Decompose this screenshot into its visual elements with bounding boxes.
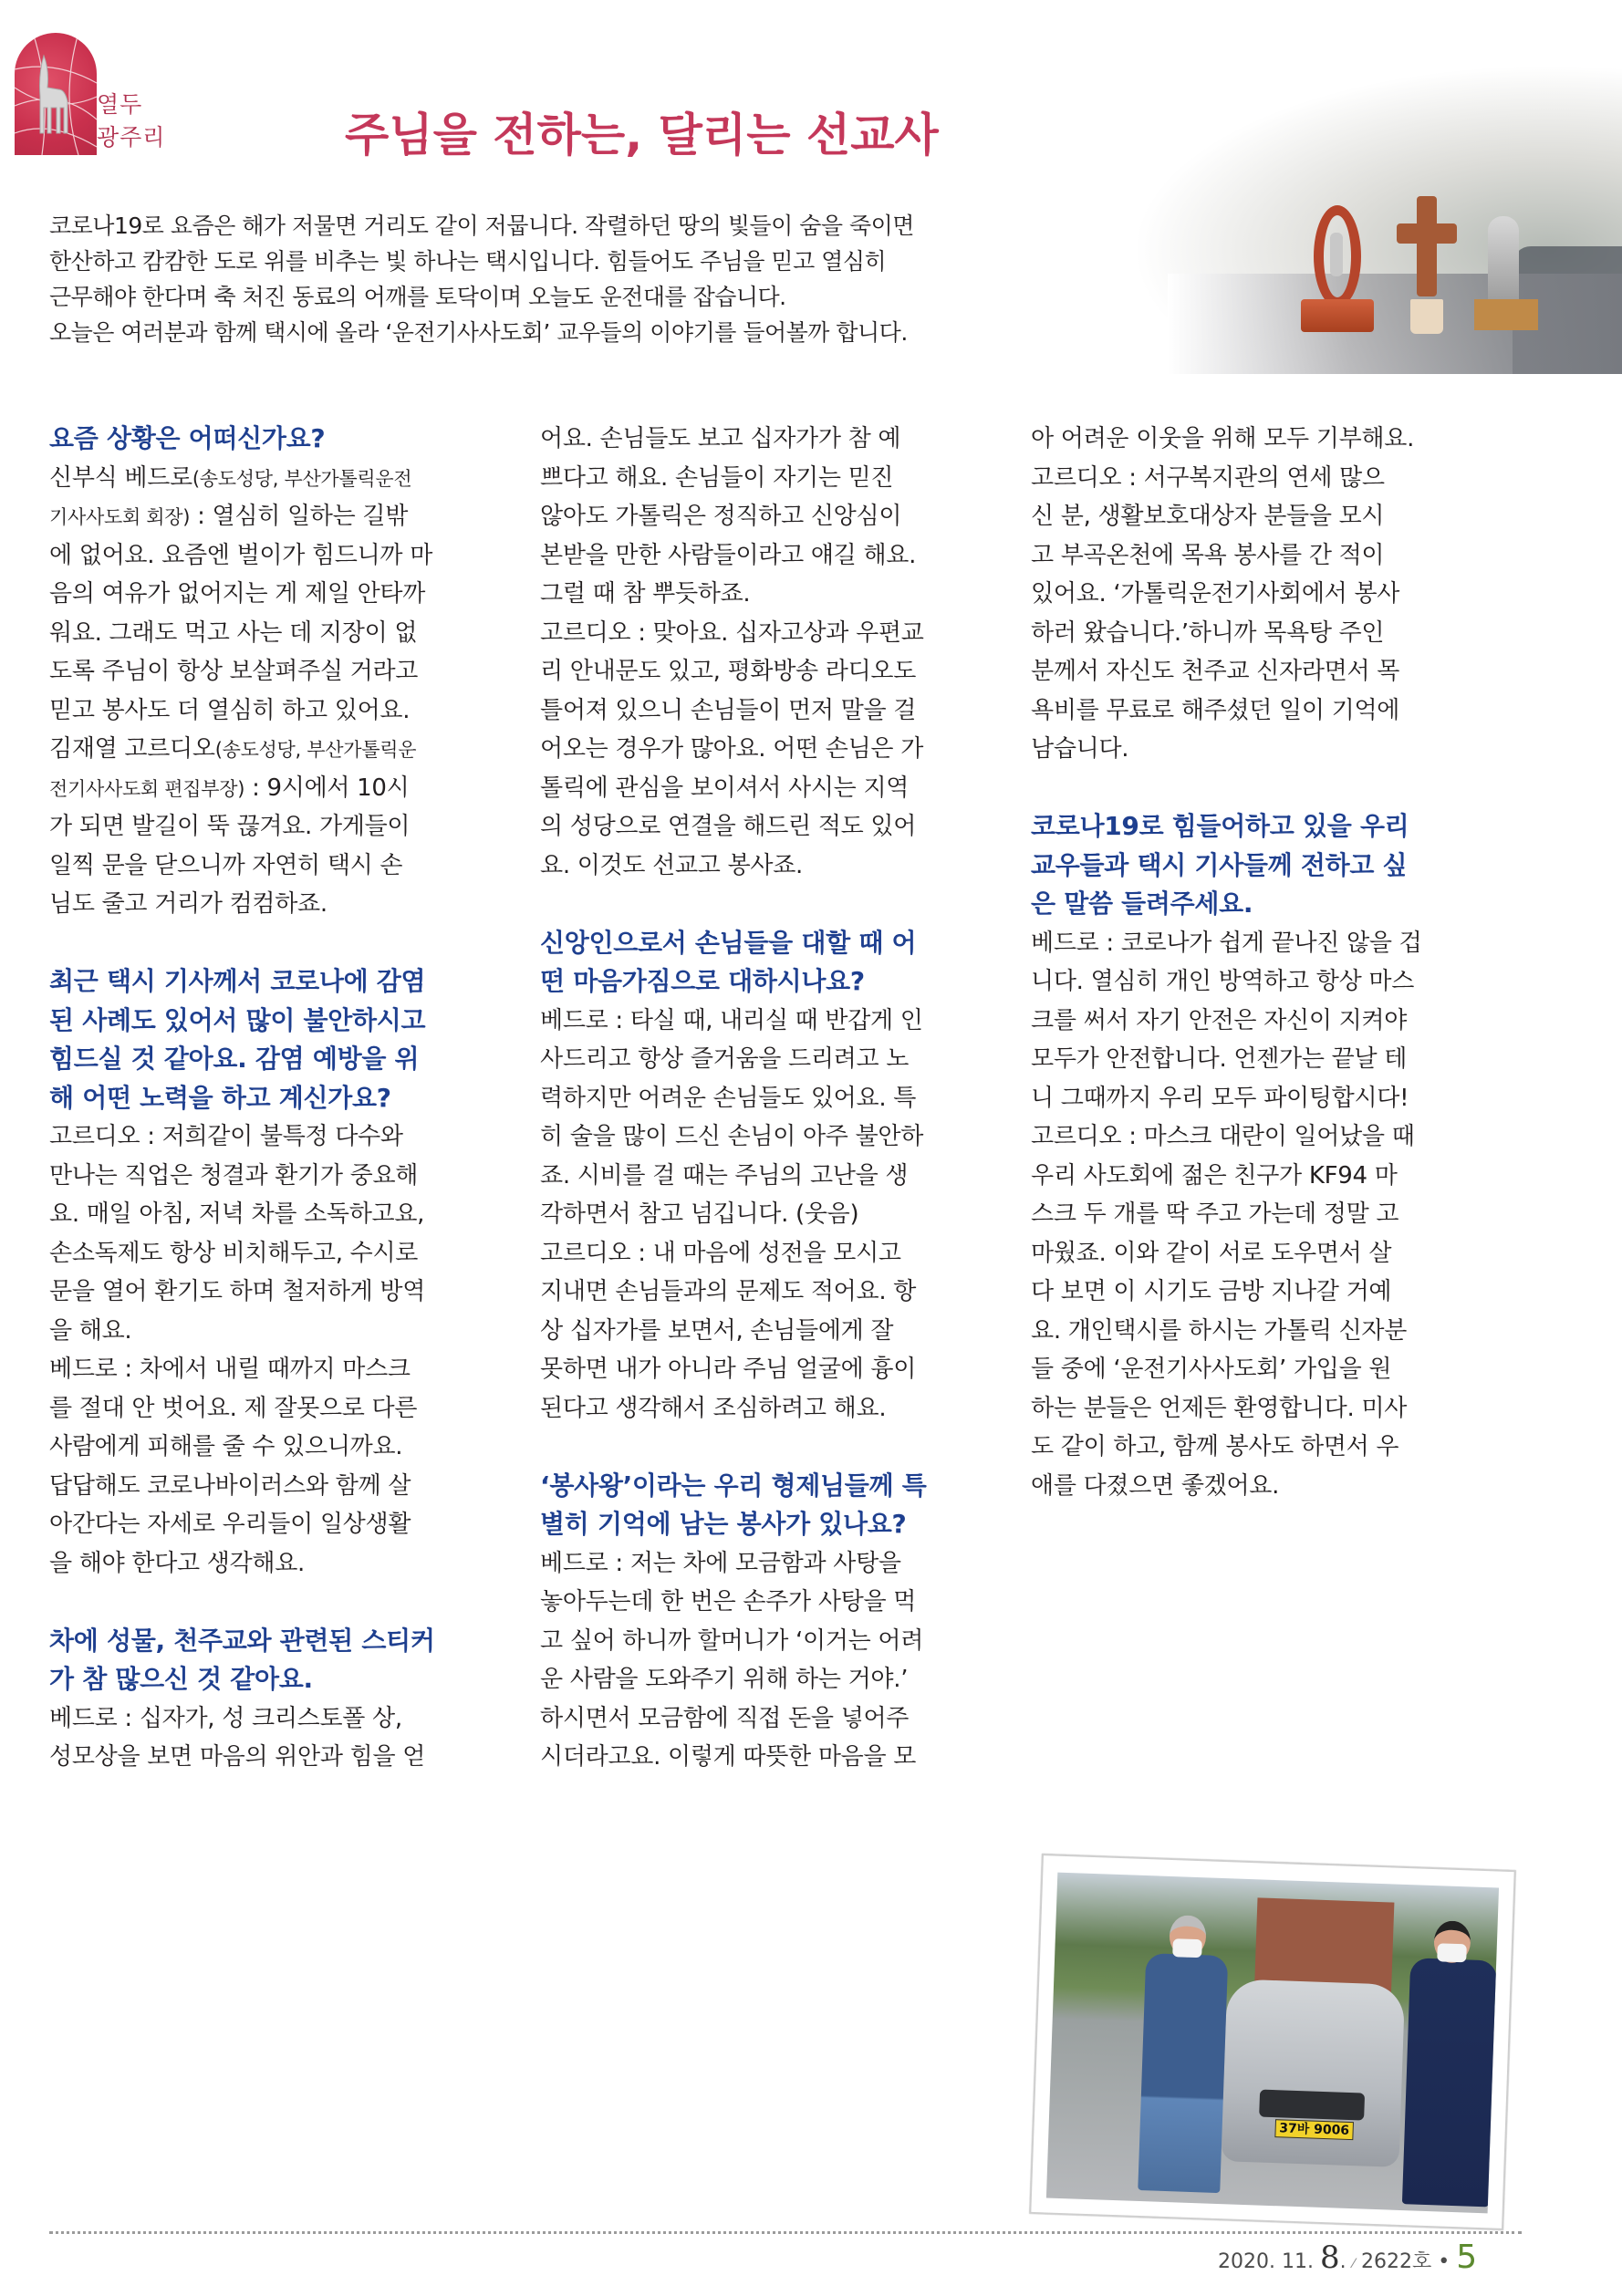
answer-line: 요. 이것도 선교고 봉사죠. <box>540 851 803 879</box>
answer-line: 사람에게 피해를 줄 수 있으니까요. <box>49 1433 403 1460</box>
license-plate: 37바 9006 <box>1274 2119 1354 2140</box>
cross-icon <box>1417 196 1437 296</box>
question-heading: 별히 기억에 남는 봉사가 있나요? <box>540 1509 907 1539</box>
footer-divider <box>49 2231 1522 2234</box>
hero-photo-dashboard-figurines <box>1131 64 1622 374</box>
answer-line <box>49 730 502 769</box>
answer-line: 들 중에 ‘운전기사사도회’ 가입을 원 <box>1031 1356 1392 1383</box>
speaker-name: 고르디오 <box>540 1239 631 1267</box>
face-mask <box>1437 1943 1467 1962</box>
question-heading: 요즘 상황은 어떠신가요? <box>49 423 326 453</box>
saint-statue <box>1330 233 1343 276</box>
answer-line: 베드로 : 저는 차에 모금함과 사탕을 <box>540 1549 901 1577</box>
speaker-name: 베드로 <box>49 1704 118 1732</box>
answer-line: 어요. 손님들도 보고 십자가가 참 예 <box>540 425 901 452</box>
answer-line: 고르디오 : 서구복지관의 연세 많으 <box>1031 463 1385 492</box>
answer-line: 하는 분들은 언제든 환영합니다. 미사 <box>1031 1394 1408 1422</box>
article-column-1 <box>49 420 502 1777</box>
answer-line: 베드로 : 차에서 내릴 때까지 마스크 <box>49 1356 411 1383</box>
answer-line: 틀어져 있으니 손님들이 먼저 말을 걸 <box>540 696 917 724</box>
answer-line: 답답해도 코로나바이러스와 함께 살 <box>49 1471 411 1500</box>
answer-line: 톨릭에 관심을 보이셔서 사시는 지역 <box>540 774 910 802</box>
answer-line: 크를 써서 자기 안전은 자신이 지켜야 <box>1031 1006 1408 1034</box>
answer-line: 를 절대 안 벗어요. 제 잘못으로 다른 <box>49 1394 418 1422</box>
answer-line: 요. 개인택시를 하시는 가톨릭 신자분 <box>1031 1316 1408 1345</box>
question-heading: 교우들과 택시 기사들께 전하고 싶 <box>1031 849 1408 880</box>
answer-line: 운 사람을 도와주기 위해 하는 거야.’ <box>540 1666 909 1693</box>
answer-line: 도록 주님이 항상 보살펴주실 거라고 <box>49 658 419 685</box>
answer-line: 성모상을 보면 마음의 위안과 힘을 얻 <box>49 1743 426 1771</box>
answer-line: 어오는 경우가 많아요. 어떤 손님은 가 <box>540 735 924 763</box>
photo-taxi-drivers <box>1029 1854 1515 2230</box>
answer-line: 문을 열어 환기도 하며 철저하게 방역 <box>49 1278 426 1305</box>
question-heading: 힘드실 것 같아요. 감염 예방을 위 <box>49 1044 420 1074</box>
answer-line: 니다. 열심히 개인 방역하고 항상 마스 <box>1031 968 1415 995</box>
speaker-affiliation: (송도성당, 부산가톨릭운전 <box>192 467 412 490</box>
answer-line: 애를 다졌으면 좋겠어요. <box>1031 1471 1280 1500</box>
bullet-icon: • <box>1438 2250 1450 2273</box>
answer-line: 마웠죠. 이와 같이 서로 도우면서 살 <box>1031 1239 1392 1267</box>
answer-line: 고르디오 : 마스크 대란이 일어났을 때 <box>1031 1123 1415 1150</box>
answer-line: 상 십자가를 보면서, 손님들에게 잘 <box>540 1316 894 1345</box>
speaker-name: 베드로 <box>540 1006 608 1034</box>
answer-line: 신 분, 생활보호대상자 분들을 모시 <box>1031 503 1385 530</box>
figurine-base <box>1301 299 1374 332</box>
answer-line: 있어요. ‘가톨릭운전기사회에서 봉사 <box>1031 580 1400 608</box>
speaker-name: 고르디오 <box>1031 463 1122 492</box>
page-number: 5 <box>1456 2239 1478 2276</box>
answer-line: 리 안내문도 있고, 평화방송 라디오도 <box>540 658 917 685</box>
person-right <box>1402 1958 1497 2207</box>
answer-line: 고 싶어 하니까 할머니가 ‘이거는 어려 <box>540 1626 924 1655</box>
answer-line: 놓아두는데 한 번은 손주가 사탕을 먹 <box>540 1588 917 1616</box>
answer-line: 욕비를 무료로 해주셨던 일이 기억에 <box>1031 696 1400 724</box>
question-heading: 신앙인으로서 손님들을 대할 때 어 <box>540 927 917 958</box>
answer-line: 을 해요. <box>49 1316 132 1345</box>
answer-line: 베드로 : 코로나가 쉽게 끝나진 않을 겁 <box>1031 929 1422 957</box>
answer-line: 니 그때까지 우리 모두 파이팅합시다! <box>1031 1084 1409 1112</box>
person-left <box>1138 1953 1228 2193</box>
answer-line: 죠. 시비를 걸 때는 주님의 고난을 생 <box>540 1161 909 1190</box>
answer-line: 님도 줄고 거리가 컴컴하죠. <box>49 890 328 918</box>
answer-line: 베드로 : 타실 때, 내리실 때 반갑게 인 <box>540 1006 923 1034</box>
article-column-3 <box>1031 420 1483 1505</box>
answer-line: 각하면서 참고 넘깁니다. (웃음) <box>540 1200 859 1228</box>
question-heading: ‘봉사왕’이라는 우리 형제님들께 특 <box>540 1470 927 1501</box>
answer-line: 손소독제도 항상 비치해두고, 수시로 <box>49 1239 419 1267</box>
section-label-line1: 열두 <box>97 91 143 118</box>
answer-line: 스크 두 개를 딱 주고 가는데 정말 고 <box>1031 1200 1399 1228</box>
answer-line: 을 해야 한다고 생각해요. <box>49 1549 306 1577</box>
question-heading: 된 사례도 있어서 많이 불안하시고 <box>49 1004 426 1035</box>
answer-line <box>49 459 502 498</box>
answer-line: 고르디오 : 내 마음에 성전을 모시고 <box>540 1239 901 1267</box>
issue-day: 8 <box>1319 2239 1340 2276</box>
question-heading: 차에 성물, 천주교와 관련된 스티커 <box>49 1625 435 1656</box>
answer-line: 요. 매일 아침, 저녁 차를 소독하고요, <box>49 1200 425 1228</box>
answer-line: 고르디오 : 저희같이 불특정 다수와 <box>49 1123 403 1150</box>
answer-line: 만나는 직업은 청결과 환기가 중요해 <box>49 1161 419 1190</box>
speaker-name: 고르디오 <box>49 1123 140 1150</box>
answer-line: 도 같이 하고, 함께 봉사도 하면서 우 <box>1031 1433 1399 1460</box>
mary-base <box>1474 299 1538 330</box>
answer-line: 베드로 : 십자가, 성 크리스토폴 상, <box>49 1704 402 1732</box>
car-grille <box>1259 2090 1365 2121</box>
speaker-name: 신부식 베드로 <box>49 463 192 492</box>
answer-line: 지내면 손님들과의 문제도 적어요. 항 <box>540 1278 917 1305</box>
answer-line: 다 보면 이 시기도 금방 지나갈 거예 <box>1031 1278 1392 1305</box>
answer-line: 본받을 만한 사람들이라고 얘길 해요. <box>540 541 917 569</box>
intro-line: 근무해야 한다며 축 처진 동료의 어깨를 토닥이며 오늘도 운전대를 잡습니다. <box>49 284 786 310</box>
answer-line: 남습니다. <box>1031 735 1129 763</box>
speaker-name: 김재열 고르디오 <box>49 735 215 763</box>
section-label <box>97 88 165 154</box>
answer-line: 믿고 봉사도 더 열심히 하고 있어요. <box>49 696 411 724</box>
speaker-affiliation: 전기사사도회 편집부장) <box>49 777 245 800</box>
answer-line: 고르디오 : 맞아요. 십자고상과 우편교 <box>540 618 924 647</box>
article-column-2 <box>540 420 993 1777</box>
mary-statue <box>1488 216 1519 304</box>
question-heading: 가 참 많으신 것 같아요. <box>49 1664 313 1694</box>
cross-arm <box>1397 223 1457 244</box>
answer-line: 하시면서 모금함에 직접 돈을 넣어주 <box>540 1704 910 1732</box>
answer-line: 그럴 때 참 뿌듯하죠. <box>540 580 751 608</box>
issue-number: 2622호 <box>1360 2250 1432 2273</box>
answer-line: 히 술을 많이 드신 손님이 아주 불안하 <box>540 1123 924 1150</box>
answer-line: 않아도 가톨릭은 정직하고 신앙심이 <box>540 503 902 530</box>
intro-line: 오늘은 여러분과 함께 택시에 올라 ‘운전기사사도회’ 교우들의 이야기를 들어볼까 합니다. <box>49 319 908 346</box>
answer-line: 사드리고 항상 즐거움을 드리려고 노 <box>540 1045 910 1073</box>
speaker-affiliation: (송도성당, 부산가톨릭운 <box>214 739 417 761</box>
answer-line: 고 부곡온천에 목욕 봉사를 간 적이 <box>1031 541 1385 569</box>
answer-line: 가 되면 발길이 뚝 끊겨요. 가게들이 <box>49 813 411 840</box>
deer-icon <box>15 33 97 155</box>
face-mask <box>1172 1938 1202 1958</box>
answer-line: 에 없어요. 요즘엔 벌이가 힘드니까 마 <box>49 541 433 569</box>
answer-line: 하러 왔습니다.’하니까 목욕탕 주인 <box>1031 618 1385 647</box>
question-heading: 해 어떤 노력을 하고 계신가요? <box>49 1082 391 1113</box>
dashboard <box>1168 274 1622 374</box>
question-heading: 은 말씀 들려주세요. <box>1031 888 1253 919</box>
answer-line: 된다고 생각해서 조심하려고 해요. <box>540 1394 887 1422</box>
answer-line: 기사사도회 회장) : 열심히 일하는 길밖 <box>49 503 409 530</box>
answer-line: 워요. 그래도 먹고 사는 데 지장이 없 <box>49 618 418 647</box>
taxi-car <box>1221 1979 1405 2167</box>
answer-line: 의 성당으로 연결을 해드린 적도 있어 <box>540 813 917 840</box>
question-heading: 떤 마음가짐으로 대하시나요? <box>540 966 865 996</box>
answer-line: 모두가 안전합니다. 언젠가는 끝날 테 <box>1031 1045 1408 1073</box>
page-footer: 2020. 11. 8. ⁄ 2622호 • 5 <box>1218 2239 1478 2276</box>
answer-line: 아간다는 자세로 우리들이 일상생활 <box>49 1511 411 1538</box>
answer-line: 시더라고요. 이렇게 따뜻한 마음을 모 <box>540 1743 917 1771</box>
brick-building <box>1254 1897 1394 1993</box>
separator-icon: ⁄ <box>1352 2257 1355 2271</box>
speaker-affiliation: 기사사도회 회장) <box>49 506 191 528</box>
speaker-name: 고르디오 <box>1031 1123 1122 1150</box>
answer-line: 못하면 내가 아니라 주님 얼굴에 흉이 <box>540 1356 917 1383</box>
magazine-logo <box>15 33 97 155</box>
intro-paragraph <box>49 208 1107 350</box>
speaker-name: 베드로 <box>540 1549 608 1577</box>
answer-line: 일찍 문을 닫으니까 자연히 택시 손 <box>49 851 403 879</box>
speaker-name: 베드로 <box>49 1356 118 1383</box>
speaker-name: 베드로 <box>1031 929 1099 957</box>
answer-line: 음의 여유가 없어지는 게 제일 안타까 <box>49 580 426 608</box>
cross-base <box>1410 299 1443 334</box>
speaker-name: 고르디오 <box>540 618 631 647</box>
intro-line: 한산하고 캄캄한 도로 위를 비추는 빛 하나는 택시입니다. 힘들어도 주님을 믿고 열심히 <box>49 248 887 275</box>
answer-line: 우리 사도회에 젊은 친구가 KF94 마 <box>1031 1161 1398 1190</box>
answer-line: 분께서 자신도 천주교 신자라면서 목 <box>1031 658 1400 685</box>
page-title: 주님을 전하는, 달리는 선교사 <box>345 109 939 161</box>
question-heading: 최근 택시 기사께서 코로나에 감염 <box>49 966 426 996</box>
answer-line: 아 어려운 이웃을 위해 모두 기부해요. <box>1031 425 1415 452</box>
section-label-line2: 광주리 <box>97 124 166 151</box>
photo-image <box>1046 1873 1499 2214</box>
answer-line: 력하지만 어려운 손님들도 있어요. 특 <box>540 1084 917 1112</box>
question-heading: 코로나19로 힘들어하고 있을 우리 <box>1031 811 1409 841</box>
intro-line: 코로나19로 요즘은 해가 저물면 거리도 같이 저뭅니다. 작렬하던 땅의 빛들이 숨을 죽이면 <box>49 213 914 239</box>
answer-line: 쁘다고 해요. 손님들이 자기는 믿진 <box>540 463 894 492</box>
issue-date: 2020. 11. <box>1218 2250 1320 2273</box>
answer-line: 전기사사도회 편집부장) : 9시에서 10시 <box>49 774 410 802</box>
